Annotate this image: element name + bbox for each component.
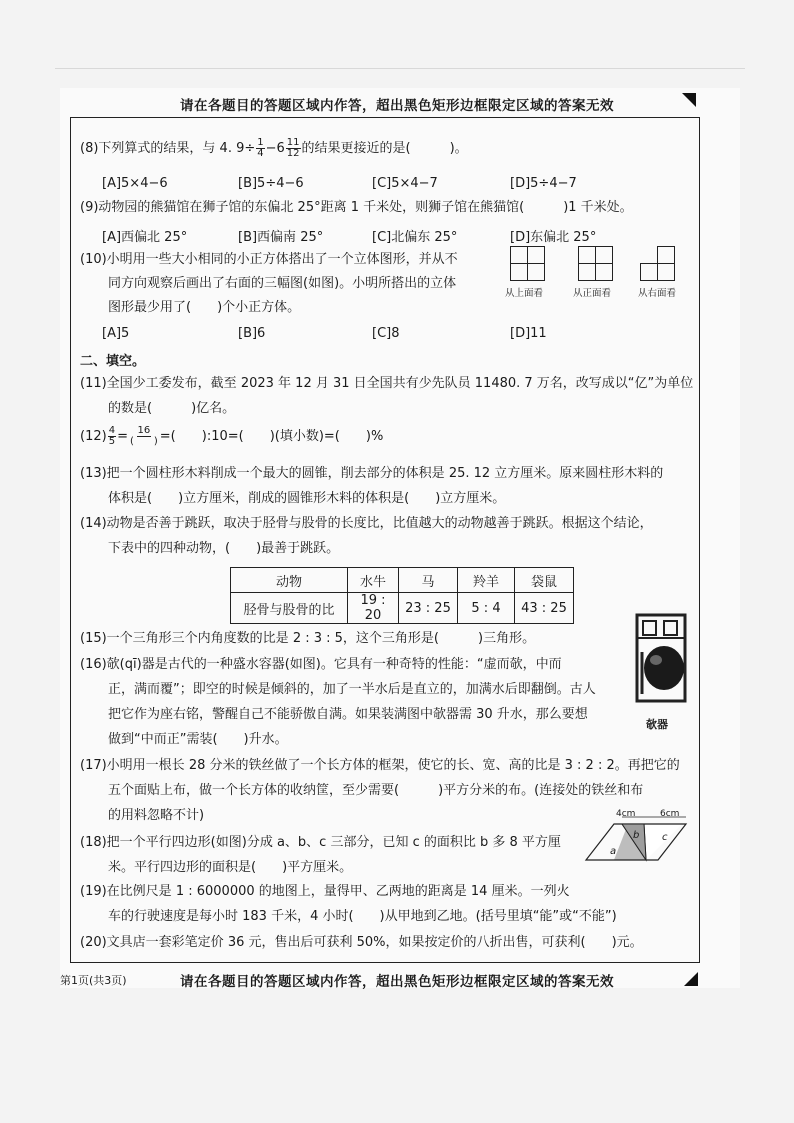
q8-f2-num: 11 [286,137,300,148]
view-from-top-figure [510,246,550,282]
question-17-line-2: 五个面贴上布，做一个长方体的收纳筐，至少需要( )平方分米的布。(连接处的铁丝和布 [108,783,644,798]
table-cell: 5 : 4 [458,593,515,624]
question-20: (20)文具店一套彩笔定价 36 元，售出后可获利 50%，如果按定价的八折出售，可获利( )元。 [80,935,643,950]
caption-top-view: 从上面看 [505,288,544,299]
q10-option-d: [D]11 [510,326,547,341]
q10-option-c: [C]8 [372,326,400,341]
table-cell: 胫骨与股骨的比 [231,593,348,624]
question-9: (9)动物园的熊猫馆在狮子馆的东偏北 25°距离 1 千米处，则狮子馆在熊猫馆( )1 千米处。 [80,200,633,215]
table-header-cell: 马 [399,568,458,593]
question-18-line-1: (18)把一个平行四边形(如图)分成 a、b、c 三部分，已知 c 的面积比 b 多 8 平方厘 [80,835,561,850]
view-from-right-figure [640,246,680,282]
label-a: a [610,846,617,857]
q8-option-d: [D]5÷4−7 [510,176,577,191]
q9-option-b: [B]西偏南 25° [238,230,324,245]
question-13-line-1: (13)把一个圆柱形木料削成一个最大的圆锥，削去部分的体积是 25. 12 立方厘米。原来圆柱形木料的 [80,466,664,481]
q8-f1-num: 1 [257,137,264,148]
banner-bottom: 请在各题目的答题区域内作答，超出黑色矩形边框限定区域的答案无效 [180,974,614,990]
table-row [231,593,574,624]
table-header-row [231,568,574,593]
table-cell: 43 : 25 [515,593,574,624]
question-12 [80,426,383,447]
question-13-line-2: 体积是( )立方厘米，削成的圆锥形木料的体积是( )立方厘米。 [108,491,506,506]
q8-option-a: [A]5×4−6 [102,176,168,191]
table-header-cell: 羚羊 [458,568,515,593]
q12-pre: (12) [80,429,107,444]
q8-fraction-2 [286,138,301,159]
q8-f1-den: 4 [257,148,264,159]
q9-option-d: [D]东偏北 25° [510,230,597,245]
q9-option-a: [A]西偏北 25° [102,230,188,245]
vessel-caption: 欹器 [646,718,668,731]
q8-mid: −6 [265,141,285,156]
question-14-line-1: (14)动物是否善于跳跃，取决于胫骨与股骨的长度比，比值越大的动物越善于跳跃。根据这个结论， [80,516,653,531]
table-cell: 23 : 25 [399,593,458,624]
q12-post: =( ):10=( )(填小数)=( )% [159,429,384,444]
caption-front-view: 从正面看 [573,288,612,299]
q8-option-b: [B]5÷4−6 [238,176,304,191]
table-header-cell: 水牛 [348,568,399,593]
question-8 [80,138,468,159]
question-10-line-2: 同方向观察后画出了右面的三幅图(如图)。小明所搭出的立体 [108,276,457,291]
table-cell: 19 : 20 [348,593,399,624]
question-11-line-1: (11)全国少工委发布，截至 2023 年 12 月 31 日全国共有少先队员 11480. 7 万名，改写成以“亿”为单位 [80,376,694,391]
question-16-line-4: 做到“中而正”需装( )升水。 [108,732,288,747]
label-c: c [662,832,668,843]
q12-fraction-1 [108,426,116,447]
table-header-cell: 动物 [231,568,348,593]
q12-f2-den: ( ) [129,436,158,447]
label-b: b [633,830,640,841]
label-4cm: 4cm [616,809,636,819]
q8-option-c: [C]5×4−7 [372,176,438,191]
question-18-line-2: 米。平行四边形的面积是( )平方厘米。 [108,860,353,875]
q12-eq: = [117,429,128,444]
question-16-line-2: 正，满而覆”；即空的时候是倾斜的，加了一半水后是直立的，加满水后即翻倒。古人 [108,682,596,697]
banner-top: 请在各题目的答题区域内作答，超出黑色矩形边框限定区域的答案无效 [180,98,614,114]
q8-pre: (8)下列算式的结果，与 4. 9÷ [80,141,256,156]
question-17-line-1: (17)小明用一根长 28 分米的铁丝做了一个长方体的框架，使它的长、宽、高的比是 3 : 2 : 2。再把它的 [80,758,680,773]
q8-post: 的结果更接近的是( )。 [301,141,468,156]
view-from-front-figure [578,246,618,282]
question-15: (15)一个三角形三个内角度数的比是 2 : 3 : 5，这个三角形是( )三角形。 [80,631,536,646]
question-11-line-2: 的数是( )亿名。 [108,401,236,416]
question-19-line-1: (19)在比例尺是 1 : 6000000 的地图上，量得甲、乙两地的距离是 14 厘米。一列火 [80,884,570,899]
q12-fraction-2 [129,426,159,447]
top-rule [55,68,745,69]
page-number: 第1页(共3页) [60,974,127,987]
q10-option-b: [B]6 [238,326,266,341]
q12-f1-num: 4 [108,425,116,436]
question-16-line-1: (16)欹(qī)器是古代的一种盛水容器(如图)。它具有一种奇特的性能：“虚而欹，中而 [80,657,562,672]
q12-f1-den: 5 [108,436,116,447]
qiqi-vessel-illustration [634,612,690,704]
question-10-line-1: (10)小明用一些大小相同的小正方体搭出了一个立体图形，并从不 [80,252,458,267]
q8-f2-den: 12 [286,148,300,159]
question-19-line-2: 车的行驶速度是每小时 183 千米，4 小时( )从甲地到乙地。(括号里填“能”或“不能”) [108,909,617,924]
q12-f2-num: 16 [137,425,151,436]
caption-right-view: 从右面看 [638,288,677,299]
label-6cm: 6cm [660,809,680,819]
question-17-line-3: 的用料忽略不计) [108,808,205,823]
ratio-table [230,567,574,624]
question-14-line-2: 下表中的四种动物，( )最善于跳跃。 [108,541,340,556]
corner-mark-top-right [682,93,696,107]
parallelogram-figure [586,812,698,870]
q8-fraction-1 [256,138,264,159]
question-10-line-3: 图形最少用了( )个小正方体。 [108,300,301,315]
corner-mark-bottom-right [684,972,698,986]
table-header-cell: 袋鼠 [515,568,574,593]
question-16-line-3: 把它作为座右铭，警醒自己不能骄傲自满。如果装满图中欹器需 30 升水，那么要想 [108,707,588,722]
section-2-heading: 二、填空。 [80,354,146,369]
q10-option-a: [A]5 [102,326,130,341]
q9-option-c: [C]北偏东 25° [372,230,458,245]
